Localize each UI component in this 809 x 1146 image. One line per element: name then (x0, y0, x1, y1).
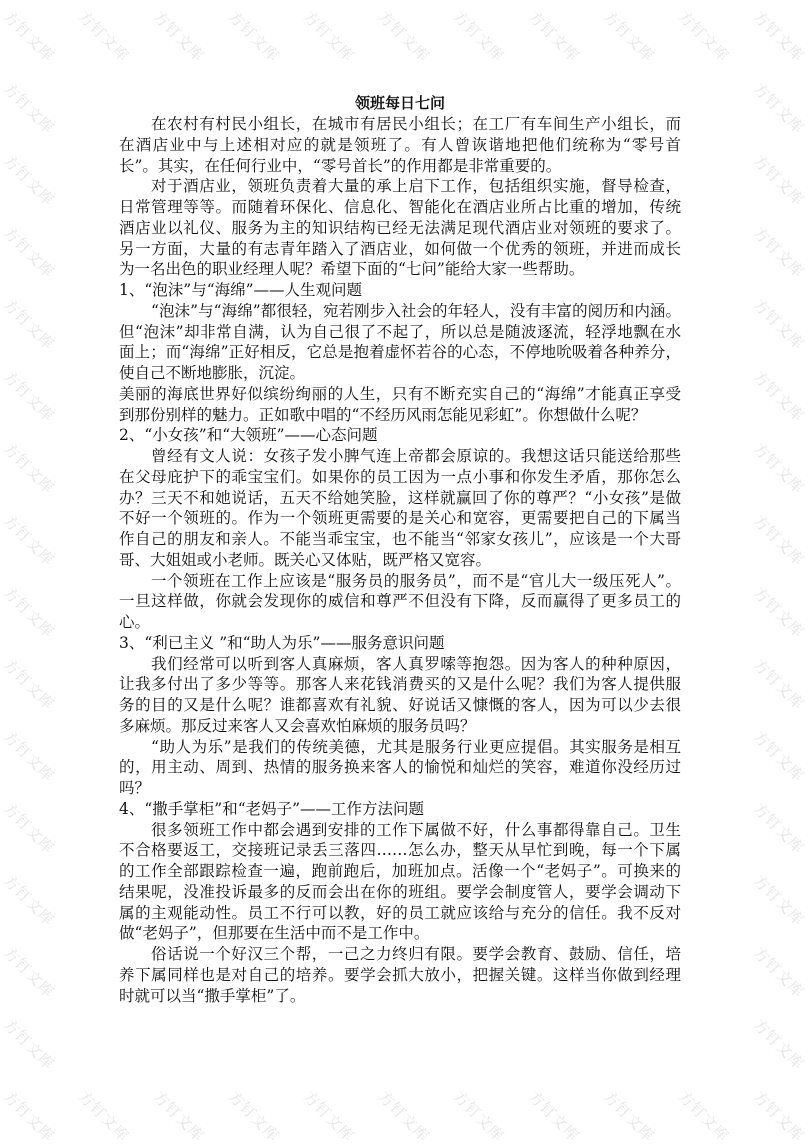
watermark-text: 方钉文库 (74, 7, 133, 66)
watermark-text: 方钉文库 (0, 439, 58, 498)
text-line: 对于酒店业，领班负责着大量的承上启下工作，包括组织实施，督导检查， (151, 177, 681, 196)
watermark-text: 方钉文库 (0, 943, 58, 1002)
text-line: 2、“小女孩”和“大领班”——心态问题 (119, 426, 378, 445)
text-line: 酒店业以礼仪、服务为主的知识结构已经无法满足现代酒店业对领班的要求了。 (119, 218, 681, 237)
watermark-text: 方钉文库 (0, 223, 58, 282)
watermark-text: 方钉文库 (524, 7, 583, 66)
text-line: 时就可以当“撒手掌柜”了。 (119, 986, 306, 1005)
text-line: 俗话说一个好汉三个帮，一己之力终归有限。要学会教育、鼓励、信任，培 (151, 945, 681, 963)
paragraph (119, 176, 681, 280)
text-line: 日常管理等等。而随着环保化、信息化、智能化在酒店业所占比重的增加，传统 (119, 198, 681, 216)
watermark-text: 方钉文库 (749, 943, 808, 1002)
watermark-text: 方钉文库 (749, 151, 808, 210)
watermark-text: 方钉文库 (599, 1087, 658, 1146)
watermark-text: 方钉文库 (0, 1087, 58, 1146)
watermark-text: 方钉文库 (749, 295, 808, 354)
text-line: 让我多付出了多少等等。那客人来花钱消费买的又是什么呢？我们为客人提供服 (119, 675, 681, 694)
watermark-text: 方钉文库 (749, 655, 808, 714)
text-line: 1、“泡沫”与“海绵”——人生观问题 (119, 281, 363, 299)
text-line: 务的目的又是什么呢？谁都喜欢有礼貌、好说话又慷慨的客人，因为可以少去很 (119, 696, 681, 714)
paragraph (119, 944, 681, 1006)
watermark-text: 方钉文库 (224, 1087, 283, 1146)
paragraph (119, 301, 681, 384)
text-line: 曾经有文人说：女孩子发小脾气连上帝都会原谅的。我想这话只能送给那些 (151, 447, 681, 465)
watermark-text: 方钉文库 (299, 7, 358, 66)
text-line: 的工作全部跟踪检查一遍，跑前跑后，加班加点。活像一个“老妈子”。可换来的 (119, 862, 681, 880)
paragraph (119, 384, 681, 426)
watermark-text: 方钉文库 (749, 7, 808, 66)
watermark-text: 方钉文库 (749, 367, 808, 426)
text-line: “助人为乐”是我们的传统美德，尤其是服务行业更应提倡。其实服务是相互 (151, 737, 681, 756)
section-heading (119, 633, 681, 654)
text-line: 一旦这样做，你就会发现你的威信和尊严不但没有下降，反而赢得了更多员工的 (119, 592, 681, 611)
paragraph (119, 737, 681, 799)
watermark-text: 方钉文库 (224, 7, 283, 66)
paragraph (119, 446, 681, 571)
text-line: 使自己不断地膨胀，沉淀。 (119, 364, 306, 382)
text-line: 养下属同样也是对自己的培养。要学会抓大放小，把握关键。这样当你做到经理 (119, 965, 681, 984)
watermark-text: 方钉文库 (0, 367, 58, 426)
text-line: 做“老妈子”，但那要在生活中而不是工作中。 (119, 924, 430, 943)
text-line: 另一方面，大量的有志青年踏入了酒店业，如何做一个优秀的领班，并进而成长 (119, 239, 681, 258)
text-line: 心。 (119, 613, 151, 631)
watermark-text: 方钉文库 (749, 511, 808, 570)
text-line: 结果呢，没准投诉最多的反而会出在你的班组。要学会制度管人，要学会调动下 (119, 882, 681, 901)
watermark-text: 方钉文库 (674, 1087, 733, 1146)
watermark-text: 方钉文库 (749, 1015, 808, 1074)
watermark-text: 方钉文库 (749, 583, 808, 642)
watermark-text: 方钉文库 (74, 1087, 133, 1146)
text-line: 美丽的海底世界好似缤纷绚丽的人生，只有不断充实自己的“海绵”才能真正享受 (119, 384, 681, 403)
text-line: 为一名出色的职业经理人呢？希望下面的“七问”能给大家一些帮助。 (119, 260, 585, 279)
text-line: 在酒店业中与上述相对应的就是领班了。有人曾诙谐地把他们统称为“零号首 (119, 135, 681, 154)
watermark-text: 方钉文库 (0, 727, 58, 786)
section-heading (119, 799, 681, 820)
watermark-text: 方钉文库 (149, 1087, 208, 1146)
watermark-text: 方钉文库 (0, 583, 58, 642)
document-body (119, 114, 681, 1006)
watermark-text: 方钉文库 (374, 7, 433, 66)
watermark-text: 方钉文库 (674, 7, 733, 66)
watermark-text: 方钉文库 (0, 655, 58, 714)
text-line: 不合格要返工，交接班记录丢三落四……怎么办，整天从早忙到晚，每一个下属 (119, 841, 681, 860)
text-line: 3、“利已主义 ”和“助人为乐”——服务意识问题 (119, 633, 445, 652)
paragraph (119, 114, 681, 176)
text-line: 属的主观能动性。员工不行可以教，好的员工就应该给与充分的信任。我不反对 (119, 903, 681, 922)
paragraph (119, 571, 681, 633)
text-line: 面上；而“海绵”正好相反，它总是抱着虚怀若谷的心态，不停地吮吸着各种养分， (119, 343, 681, 362)
watermark-text: 方钉文库 (749, 799, 808, 858)
paragraph (119, 820, 681, 945)
watermark-text: 方钉文库 (449, 7, 508, 66)
watermark-text: 方钉文库 (0, 871, 58, 930)
watermark-text: 方钉文库 (0, 79, 58, 138)
text-line: 很多领班工作中都会遇到安排的工作下属做不好，什么事都得靠自己。卫生 (151, 820, 681, 839)
watermark-text: 方钉文库 (149, 7, 208, 66)
watermark-text: 方钉文库 (0, 151, 58, 210)
watermark-text: 方钉文库 (0, 1015, 58, 1074)
text-line: 4、“撒手掌柜”和“老妈子”——工作方法问题 (119, 799, 425, 818)
text-line: 多麻烦。那反过来客人又会喜欢怕麻烦的服务员吗？ (119, 716, 476, 735)
watermark-text: 方钉文库 (0, 799, 58, 858)
text-line: 到那份别样的魅力。正如歌中唱的“不经历风雨怎能见彩虹”。你想做什么呢？ (119, 405, 647, 424)
watermark-text: 方钉文库 (749, 727, 808, 786)
text-line: 在农村有村民小组长，在城市有居民小组长；在工厂有车间生产小组长，而 (151, 115, 681, 133)
watermark-text: 方钉文库 (599, 7, 658, 66)
watermark-text: 方钉文库 (449, 1087, 508, 1146)
text-line: 我们经常可以听到客人真麻烦，客人真罗嗦等抱怨。因为客人的种种原因， (151, 654, 681, 673)
watermark-text: 方钉文库 (299, 1087, 358, 1146)
watermark-text: 方钉文库 (0, 7, 58, 66)
section-heading (119, 280, 681, 301)
watermark-text: 方钉文库 (0, 295, 58, 354)
watermark-text: 方钉文库 (374, 1087, 433, 1146)
text-line: 不好一个领班的。作为一个领班更需要的是关心和宽容，更需要把自己的下属当 (119, 509, 681, 528)
watermark-text: 方钉文库 (0, 511, 58, 570)
document-title: 领班每日七问 (354, 94, 445, 112)
text-line: 的，用主动、周到、热情的服务换来客人的愉悦和灿烂的笑容，难道你没经历过 (119, 758, 681, 777)
watermark-text: 方钉文库 (749, 223, 808, 282)
paragraph (119, 654, 681, 737)
text-line: “泡沫”与“海绵”都很轻，宛若刚步入社会的年轻人，没有丰富的阅历和内涵。 (151, 301, 681, 320)
watermark-text: 方钉文库 (749, 439, 808, 498)
text-line: 哥、大姐姐或小老师。既关心又体贴，既严格又宽容。 (119, 550, 492, 569)
watermark-text: 方钉文库 (749, 871, 808, 930)
text-line: 在父母庇护下的乖宝宝们。如果你的员工因为一点小事和你发生矛盾，那你怎么 (119, 467, 681, 486)
text-line: 作自己的朋友和亲人。不能当乖宝宝，也不能当“邻家女孩儿”，应该是一个大哥 (119, 530, 681, 548)
text-line: 但“泡沫”却非常自满，认为自己很了不起了，所以总是随波逐流，轻浮地飘在水 (119, 322, 681, 341)
text-line: 办？三天不和她说话，五天不给她笑脸，这样就赢回了你的尊严？“小女孩”是做 (119, 488, 681, 507)
watermark-text: 方钉文库 (749, 79, 808, 138)
text-line: 一个领班在工作上应该是“服务员的服务员”，而不是“官儿大一级压死人”。 (151, 571, 681, 590)
document-page (119, 93, 681, 1006)
text-line: 长”。其实，在任何行业中，“零号首长”的作用都是非常重要的。 (119, 156, 562, 175)
section-heading (119, 425, 681, 446)
watermark-text: 方钉文库 (749, 1087, 808, 1146)
text-line: 吗？ (119, 779, 151, 797)
watermark-text: 方钉文库 (524, 1087, 583, 1146)
